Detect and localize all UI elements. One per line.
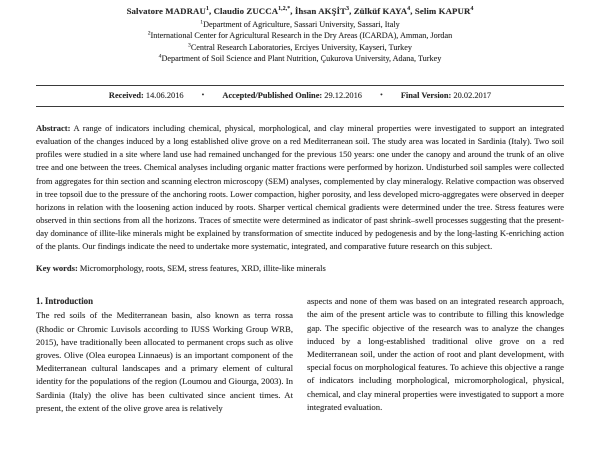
- abstract-paragraph: [36, 122, 564, 253]
- left-column: [36, 295, 293, 415]
- keywords-line: [36, 262, 564, 274]
- author-separator: ,: [410, 6, 415, 16]
- author-separator: ,: [208, 6, 214, 16]
- two-column-body: [36, 295, 564, 415]
- keywords-text: Micromorphology, roots, SEM, stress features, XRD, illite-like minerals: [79, 263, 326, 274]
- author-affiliation-sup: 4: [470, 6, 474, 13]
- right-column: [307, 295, 564, 415]
- affiliation-sup: 4: [158, 53, 162, 60]
- author-affiliation-sup: 3: [346, 6, 350, 13]
- received-date: 14.06.2016: [145, 91, 184, 101]
- final-version-date: 20.02.2017: [453, 91, 492, 101]
- affiliation: $^1$Department of Agriculture, Sassari University, Sassari, Italy: [200, 19, 400, 29]
- keywords-label: Key words:: [36, 263, 78, 274]
- accepted-date: 29.12.2016: [324, 91, 362, 101]
- introduction-paragraph-left: The red soils of the Mediterranean basin, also known as terra rossa (Rhodic or Chromic Luvisols according to IUSS Working Group WRB, 2015), have traditionally been allocated to permanent crops such as olive groves. Olive (Olea europea Linnaeus) is an important component of the Mediterranean cultural landscapes and a primary element of cultural identity for the populations of the region (Loumou and Giourga, 2003). In Sardinia (Italy) the olive has been cultivated since ancient times. At present, the extent of the olive grove area is relatively: [36, 310, 293, 413]
- bullet-separator-icon: •: [380, 90, 383, 100]
- introduction-paragraph-right: aspects and none of them was based on an integrated research approach, the aim of the present article was to contribute to filling this knowledge gap. The specific objective of the research was to analyze the changes induced by a long-established traditional olive grove on a red Mediterranean soil, under the action of root and plant development, with special focus on morphological features. To achieve this objective a range of indicators including morphological, micromorphological, physical, chemical, and clay mineral properties were investigated to support a more integrated evaluation.: [307, 296, 564, 412]
- author: Claudio $ZUCCA^{1,2,*}$: [213, 6, 291, 16]
- author-separator: ,: [290, 6, 295, 16]
- publication-dates-bar: [36, 85, 564, 107]
- author-separator: ,: [349, 6, 354, 16]
- received-label: Received:: [108, 91, 144, 101]
- author: Salvatore MADRAU$^1$: [126, 6, 209, 16]
- author-affiliation-sup: 1,2,*: [278, 6, 291, 13]
- section-heading-introduction: 1. Introduction: [36, 296, 94, 307]
- affiliation-sup: 2: [147, 30, 151, 37]
- author: İhsan AKŞİT$^3$: [294, 6, 350, 16]
- affiliation: $^4$Department of Soil Science and Plant Nutrition, Çukurova University, Adana, Turkey: [158, 53, 442, 63]
- final-version-label: Final Version:: [400, 91, 452, 101]
- affiliations: [36, 19, 564, 64]
- author-affiliation-sup: 1: [205, 6, 209, 13]
- author-affiliation-sup: 4: [407, 6, 411, 13]
- author: Selim KAPUR$^4$: [414, 6, 474, 16]
- abstract-text: A range of indicators including chemical, physical, morphological, and clay mineral properties were investigated to support an integrated evaluation of the changes induced by a long established olive grove on a red Mediterranean soil. The study area was located in Sardinia (Italy). Two soil profiles were studied in a site where land use had remained unchanged for the previous 150 years: one under the canopy and around the trunk of an olive tree and one between the trees. Chemical analyses including organic matter fractions were performed by horizon. Undisturbed soil samples were collected from aggregates for thin section and scanning electron microscopy (SEM) analyses, complemented by clay mineralogy. Relative compaction was observed in tree topsoil due to the pressure of the anchoring roots. Lower compaction, higher porosity, and less developed micro-aggregates were observed in deeper horizons in relation with the loosening action induced by roots. Sharper vertical chemical gradients were determined under the tree. Stress features were observed in thin sections from all the horizons. Traces of smectite were determined as indicator of past shrink–swell processes suggesting that the present-day dominance of illite-like minerals might be explained by transformation of smectite induced by pedogenesis and by the long-lasting K-enriching action of the plants. Our findings indicate the need to undertake more systematic, integrated, and comparative future research on this subject.: [36, 123, 564, 252]
- affiliation: $^3$Central Research Laboratories, Erciyes University, Kayseri, Turkey: [188, 41, 412, 52]
- author: Zülküf KAYA$^4$: [353, 6, 411, 16]
- affiliation: $^2$International Center for Agricultural Research in the Dry Areas (ICARDA), Amman, Jordan: [147, 30, 453, 41]
- bullet-separator-icon: •: [201, 90, 205, 100]
- abstract-label: Abstract:: [36, 123, 71, 134]
- accepted-label: Accepted/Published Online:: [222, 91, 323, 101]
- affiliation-sup: 3: [188, 41, 191, 48]
- affiliation-sup: 1: [200, 19, 204, 26]
- authors-line: [36, 5, 564, 17]
